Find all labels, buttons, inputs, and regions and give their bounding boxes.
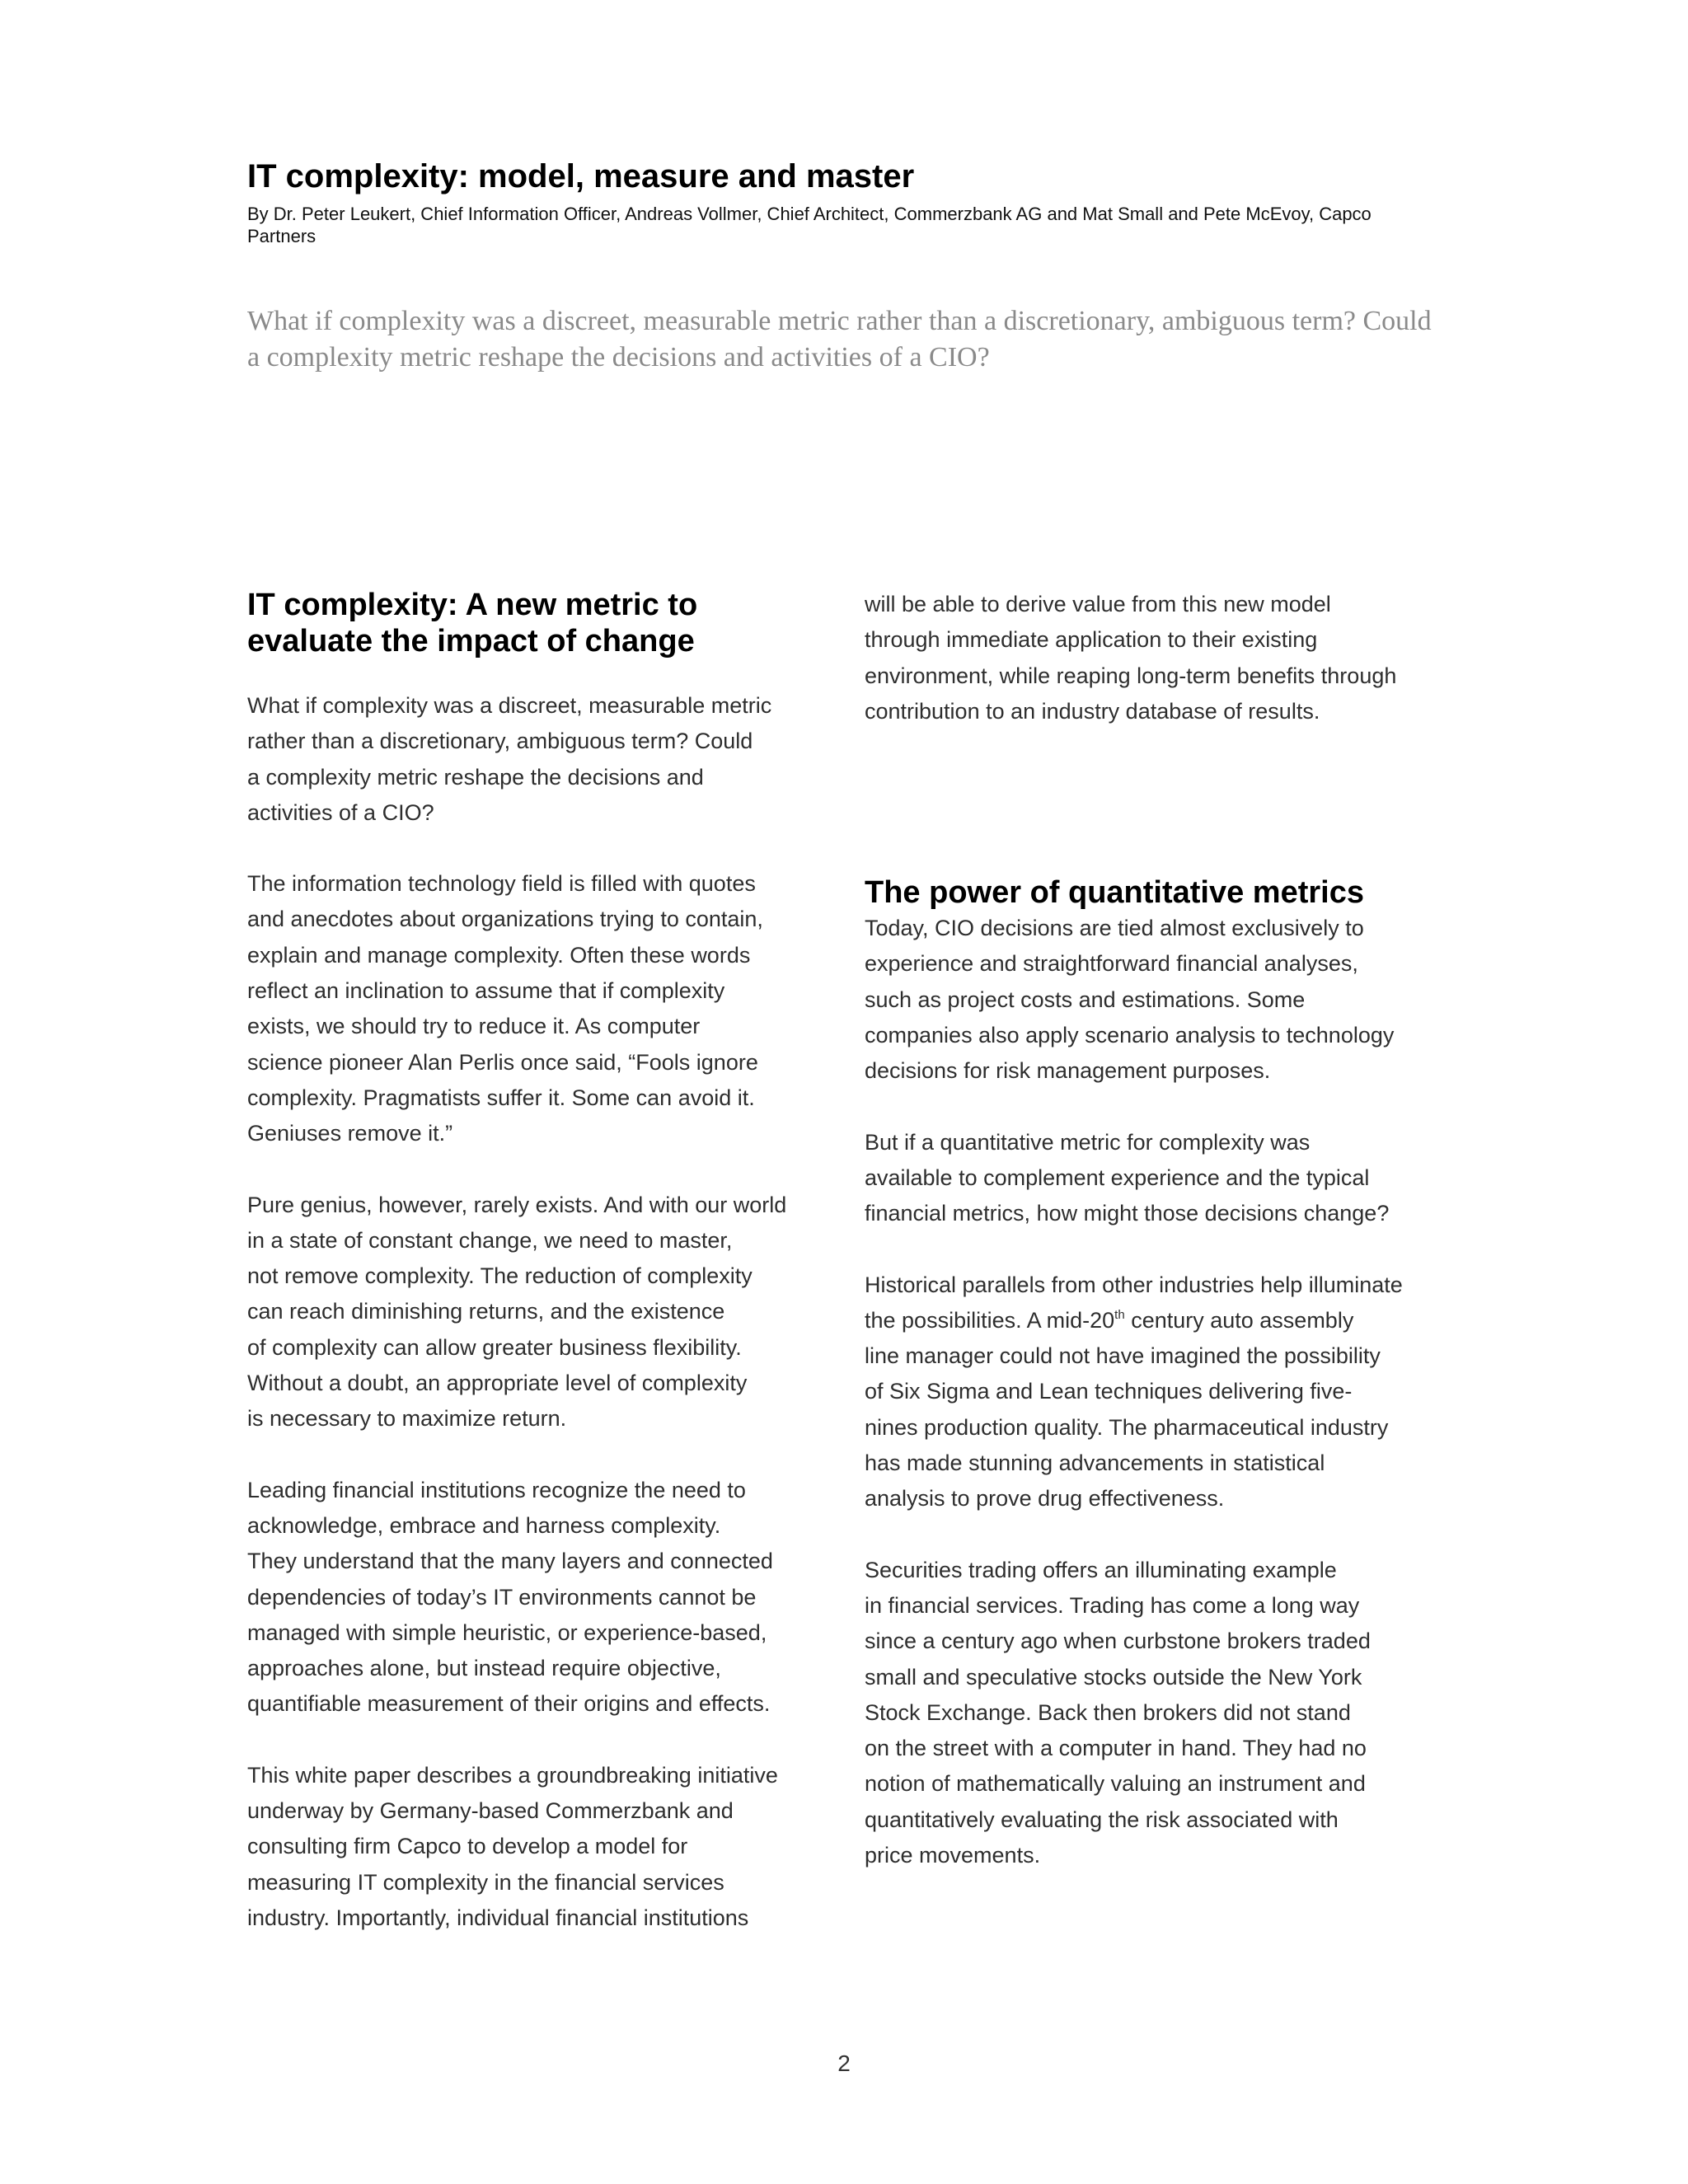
historical-text-end: century auto assembly line manager could not have imagined the possibility of Six Sigma and Lean techniques delivering five- nines production quality. The pharmaceutical industry has made stunning advancements in statistical analysis to prove drug effectiveness. (865, 1307, 1389, 1511)
section-heading-quantitative-metrics: The power of quantitative metrics (865, 875, 1364, 911)
article-title: IT complexity: model, measure and master (247, 158, 915, 194)
body-paragraph: Pure genius, however, rarely exists. And with our world in a state of constant change, we need to master, not remove complexity. The reduction of complexity can reach diminishing returns, and the existence of complexity can allow greater business flexibility. Without a doubt, an appropriate level of complexity is necessary to maximize return. (247, 1192, 787, 1432)
page-number: 2 (837, 2050, 851, 2076)
body-paragraph: Securities trading offers an illuminating example in financial services. Trading has come a long way since a century ago when curbstone brokers traded small and speculative stocks outside the New York Stock Exchange. Back then brokers did not stand on the street with a computer in hand. They had no notion of mathematically valuing an instrument and quantitatively evaluating the risk associated with price movements. (865, 1557, 1371, 1868)
historical-text-start: Historical parallels from other industries help illuminate the possibilities. A mid-20 (865, 1272, 1403, 1333)
body-paragraph-historical (865, 1268, 1442, 1517)
body-paragraph: Leading financial institutions recognize the need to acknowledge, embrace and harness complexity. They understand that the many layers and connected dependencies of today’s IT environments cannot be managed with simple heuristic, or experience-based, approaches alone, but instead require objective, quantifiable measurement of their origins and effects. (247, 1477, 773, 1717)
ordinal-superscript: th (1114, 1307, 1125, 1322)
section-quantitative-metrics (865, 874, 1442, 911)
standfirst-intro: What if complexity was a discreet, measurable metric rather than a discretionary, ambiguous term? Could a complexity metric reshape the decisions and activities of a CIO? (247, 306, 1432, 373)
right-column (865, 587, 1442, 1909)
continued-paragraph: will be able to derive value from this new model through immediate application to their existing environment, while reaping long-term benefits through contribution to an industry database of results. (865, 592, 1397, 724)
body-paragraph: The information technology field is filled with quotes and anecdotes about organizations trying to contain, explain and manage complexity. Often these words reflect an inclination to assume that if complexity exists, we should try to reduce it. As computer science pioneer Alan Perlis once said, “Fools ignore complexity. Pragmatists suffer it. Some can avoid it. Geniuses remove it.” (247, 871, 763, 1146)
body-paragraph: But if a quantitative metric for complexity was available to complement experience and the typical financial metrics, how might those decisions change? (865, 1129, 1390, 1226)
left-column (247, 587, 824, 1971)
body-paragraph: What if complexity was a discreet, measurable metric rather than a discretionary, ambiguous term? Could a complexity metric reshape the decisions and activities of a CIO? (247, 693, 772, 825)
body-paragraph: This white paper describes a groundbreaking initiative underway by Germany-based Commerzbank and consulting firm Capco to develop a model for measuring IT complexity in the financial services industry. Importantly, individual financial institutions (247, 1762, 778, 1930)
author-byline: By Dr. Peter Leukert, Chief Information Officer, Andreas Vollmer, Chief Architect, Commerzbank AG and Mat Small and Pete McEvoy, Capco Partners (247, 204, 1372, 246)
body-paragraph: Today, CIO decisions are tied almost exclusively to experience and straightforward financial analyses, such as project costs and estimations. Some companies also apply scenario analysis to technology decisions for risk management purposes. (865, 916, 1395, 1084)
section-heading-new-metric: IT complexity: A new metric to evaluate the impact of change (247, 588, 698, 658)
